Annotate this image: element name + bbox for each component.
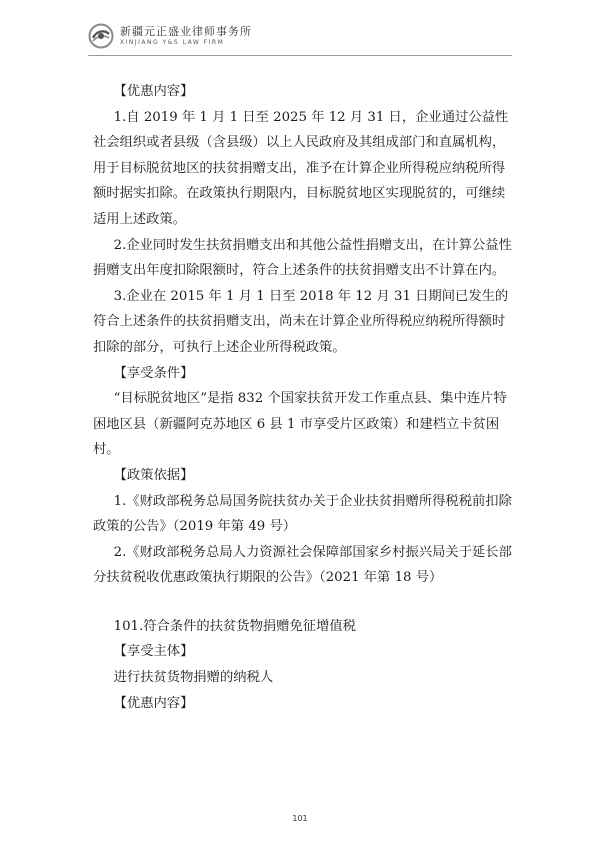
firm-name-cn: 新疆元正盛业律师事务所 bbox=[120, 25, 252, 38]
heading-benefit-content: 【优惠内容】 bbox=[113, 84, 194, 99]
firm-logo-icon bbox=[88, 23, 114, 49]
paragraph-2: 2.企业同时发生扶贫捐赠支出和其他公益性捐赠支出，在计算公益性捐赠支出年度扣除限额时，符合上述条件的扶贫捐赠支出不计算在内。 bbox=[93, 237, 512, 279]
heading-policy-basis: 【政策依据】 bbox=[113, 467, 194, 483]
paragraph-6: 2.《财政部税务总局人力资源社会保障部国家乡村振兴局关于延长部分扶贫税收优惠政策执行期限的公告》（2021 年第 18 号） bbox=[93, 544, 512, 586]
heading-conditions: 【享受条件】 bbox=[113, 365, 194, 381]
paragraph-1: 1.自 2019 年 1 月 1 日至 2025 年 12 月 31 日，企业通过公益性社会组织或者县级（含县级）以上人民政府及其组成部门和直属机构，用于目标脱贫地区的扶贫捐赠支出，准予在计算企业所得税应纳税所得额时据实扣除。在政策执行期限内，目标脱贫地区实现脱贫的，可继续适用上述政策。 bbox=[93, 109, 509, 227]
paragraph-4: “目标脱贫地区”是指 832 个国家扶贫开发工作重点县、集中连片特困地区县（新疆阿克苏地区 6 县 1 市享受片区政策）和建档立卡贫困村。 bbox=[93, 391, 507, 458]
paragraph-3: 3.企业在 2015 年 1 月 1 日至 2018 年 12 月 31 日期间已发生的符合上述条件的扶贫捐赠支出，尚未在计算企业所得税应纳税所得额时扣除的部分，可执行上述企业所得税政策。 bbox=[93, 288, 509, 355]
page-header bbox=[88, 18, 252, 54]
firm-name-en: XINJIANG Y&S LAW FIRM bbox=[120, 39, 225, 46]
paragraph-5: 1.《财政部税务总局国务院扶贫办关于企业扶贫捐赠所得税税前扣除政策的公告》（2019 年第 49 号） bbox=[93, 493, 512, 535]
section-title: 101.符合条件的扶贫货物捐赠免征增值税 bbox=[113, 618, 356, 634]
heading-subject: 【享受主体】 bbox=[113, 644, 194, 660]
page-number: 101 bbox=[292, 814, 308, 823]
heading-benefit-content-2: 【优惠内容】 bbox=[113, 695, 194, 711]
header-divider bbox=[88, 55, 512, 56]
document-body bbox=[93, 79, 518, 716]
paragraph-7: 进行扶贫货物捐赠的纳税人 bbox=[113, 670, 274, 686]
